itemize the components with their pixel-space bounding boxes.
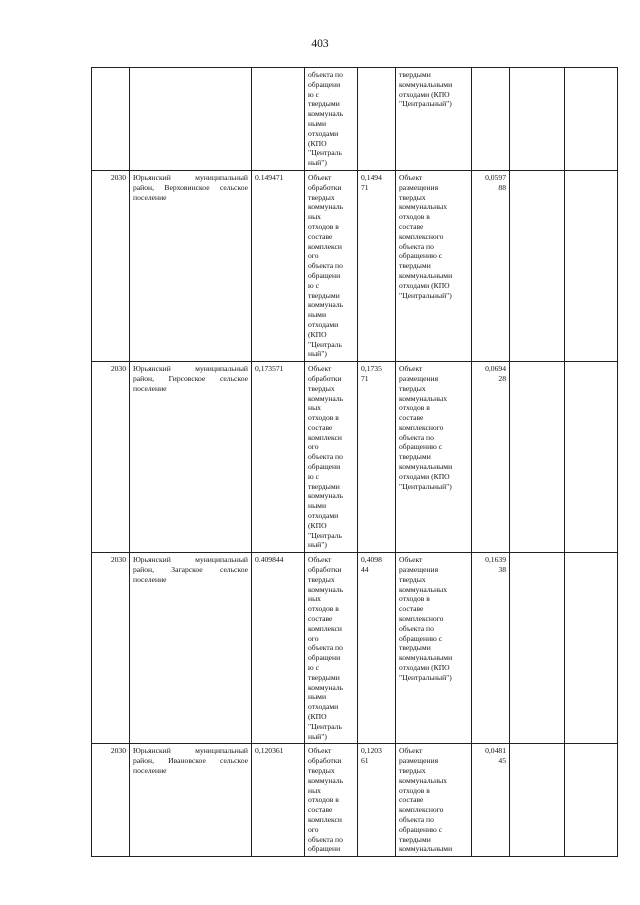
target-cell: твердыми коммунальными отходами (КПО "Центральный")	[396, 68, 472, 171]
area-cell: Юрьянский муниципальный район, Ивановское сельское поселение	[130, 744, 252, 857]
empty-cell	[565, 744, 618, 857]
value3-cell: 0,0481 45	[472, 744, 510, 857]
target-cell: Объект размещения твердых коммунальных отходов в составе комплексного объекта по обращению с твердыми коммунальными отходами (КПО "Центральный")	[396, 553, 472, 744]
year-cell: 2030	[92, 744, 130, 857]
target-cell: Объект размещения твердых коммунальных отходов в составе комплексного объекта по обращению с твердыми коммунальными отходами (КПО "Центральный")	[396, 170, 472, 361]
table-row	[92, 170, 618, 361]
page-number: 403	[311, 38, 329, 50]
empty-cell	[510, 553, 565, 744]
area-cell: Юрьянский муниципальный район, Загарское сельское поселение	[130, 553, 252, 744]
table-row-continuation	[92, 68, 618, 171]
year-cell: 2030	[92, 362, 130, 553]
target-cell: Объект размещения твердых коммунальных отходов в составе комплексного объекта по обращению с твердыми коммунальными отходами (КПО "Центральный")	[396, 362, 472, 553]
empty-cell	[565, 68, 618, 171]
table-row	[92, 362, 618, 553]
empty-cell	[565, 553, 618, 744]
empty-cell	[510, 170, 565, 361]
area-cell	[130, 68, 252, 171]
table-row	[92, 744, 618, 857]
value1-cell: 0,120361	[252, 744, 305, 857]
facility-cell: Объект обработки твердых коммуналь ных отходов в составе комплекси ого объекта по обращени ю с твердыми коммуналь ными отходами (КПО "Централь ный")	[305, 362, 358, 553]
empty-cell	[510, 362, 565, 553]
value1-cell: 0,173571	[252, 362, 305, 553]
value1-cell: 0.149471	[252, 170, 305, 361]
value2-cell: 0,1494 71	[358, 170, 396, 361]
target-cell: Объект размещения твердых коммунальных отходов в составе комплексного объекта по обращению с твердыми коммунальными	[396, 744, 472, 857]
facility-cell: Объект обработки твердых коммуналь ных отходов в составе комплекси ого объекта по обращени ю с твердыми коммуналь ными отходами (КПО "Централь ный")	[305, 170, 358, 361]
value1-cell: 0.409844	[252, 553, 305, 744]
value3-cell: 0,0694 28	[472, 362, 510, 553]
empty-cell	[565, 170, 618, 361]
value3-cell: 0,0597 88	[472, 170, 510, 361]
data-table	[91, 67, 618, 857]
empty-cell	[510, 744, 565, 857]
year-cell	[92, 68, 130, 171]
value3-cell	[472, 68, 510, 171]
year-cell: 2030	[92, 553, 130, 744]
value3-cell: 0,1639 38	[472, 553, 510, 744]
year-cell: 2030	[92, 170, 130, 361]
table-row	[92, 553, 618, 744]
empty-cell	[565, 362, 618, 553]
facility-cell: Объект обработки твердых коммуналь ных отходов в составе комплекси ого объекта по обращени ю с твердыми коммуналь ными отходами (КПО "Централь ный")	[305, 553, 358, 744]
value2-cell	[358, 68, 396, 171]
area-cell: Юрьянский муниципальный район, Верховинское сельское поселение	[130, 170, 252, 361]
value1-cell	[252, 68, 305, 171]
facility-cell: объекта по обращени ю с твердыми коммуналь ными отходами (КПО "Централь ный")	[305, 68, 358, 171]
empty-cell	[510, 68, 565, 171]
area-cell: Юрьянский муниципальный район, Гирсовское сельское поселение	[130, 362, 252, 553]
facility-cell: Объект обработки твердых коммуналь ных отходов в составе комплекси ого объекта по обращени	[305, 744, 358, 857]
value2-cell: 0,4098 44	[358, 553, 396, 744]
value2-cell: 0,1735 71	[358, 362, 396, 553]
value2-cell: 0,1203 61	[358, 744, 396, 857]
